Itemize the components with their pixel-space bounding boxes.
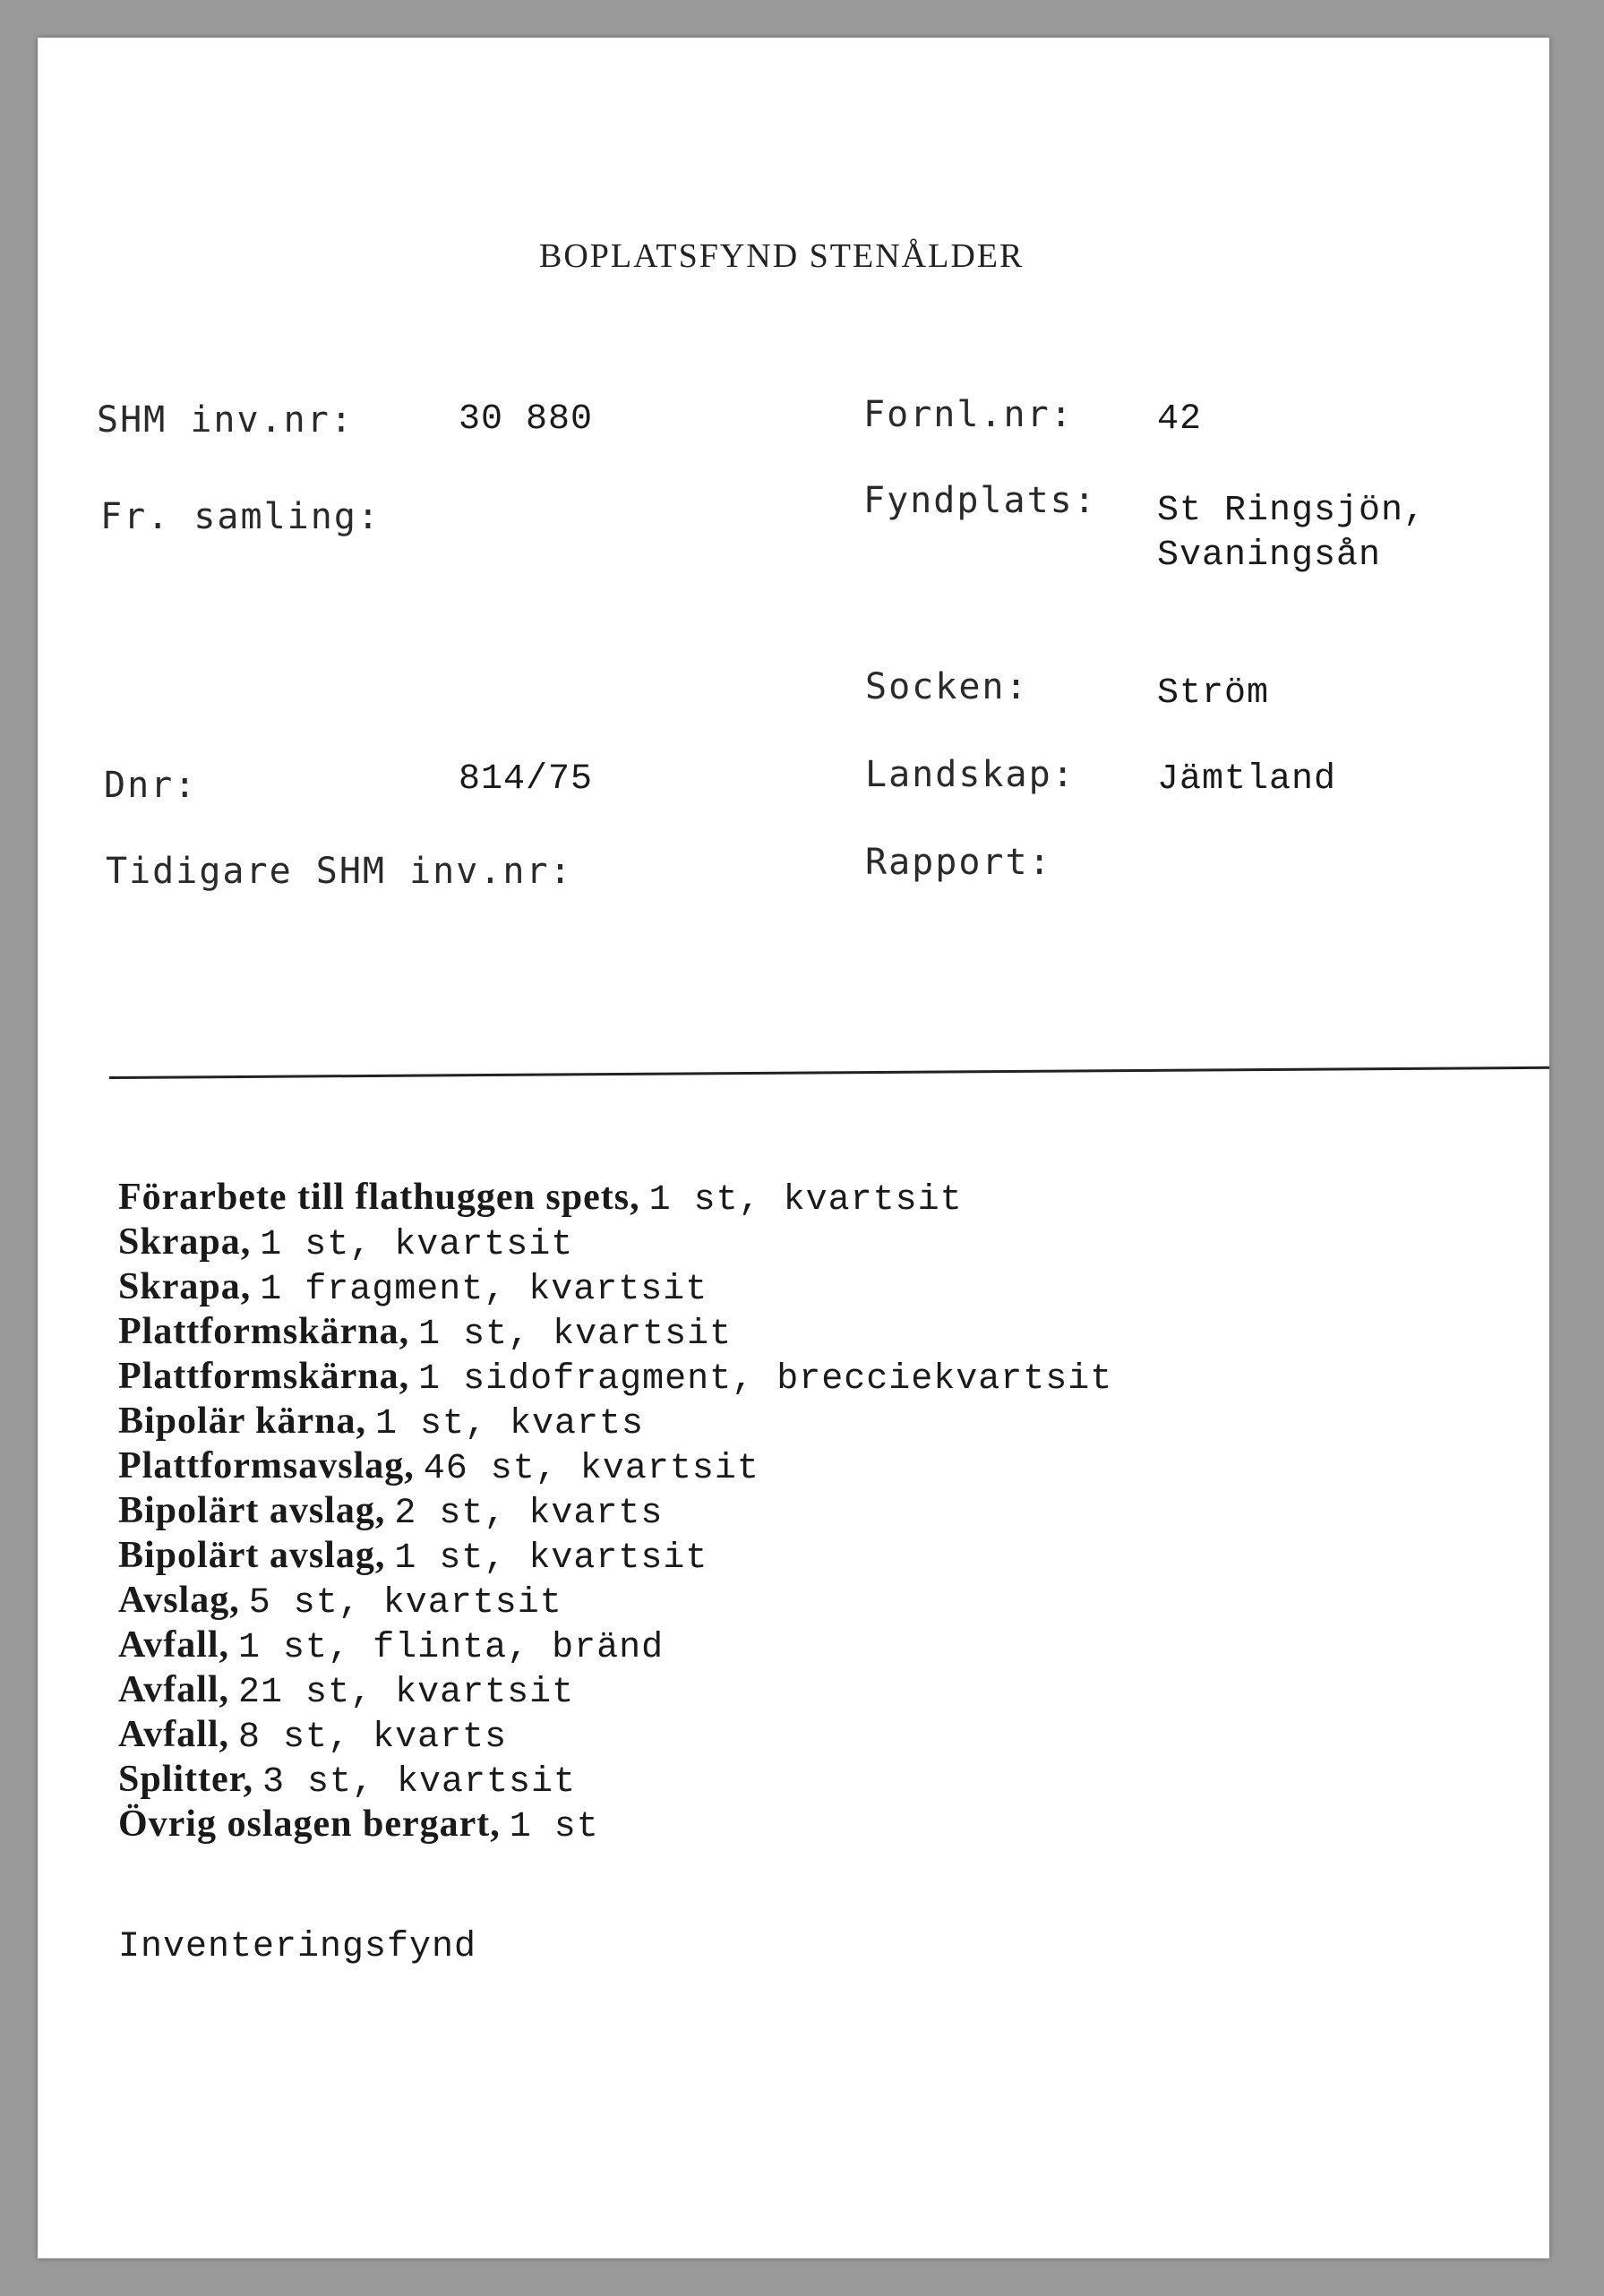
find-item-name: Avfall, bbox=[118, 1669, 230, 1710]
fyndplats-value-line2: Svaningsån bbox=[1157, 535, 1382, 576]
find-item-name: Skrapa, bbox=[118, 1221, 252, 1263]
find-list bbox=[118, 1175, 1112, 1846]
card-title: BOPLATSFYND STENÅLDER bbox=[539, 237, 1025, 275]
fornl-value: 42 bbox=[1157, 399, 1203, 440]
socken-label: Socken: bbox=[865, 666, 1029, 707]
find-item bbox=[118, 1712, 1112, 1757]
find-item bbox=[118, 1667, 1112, 1712]
find-item-name: Förarbete till flathuggen spets, bbox=[118, 1177, 640, 1218]
tidigare-shm-label: Tidigare SHM inv.nr: bbox=[106, 851, 573, 892]
find-item-description: 46 st, kvartsit bbox=[423, 1449, 759, 1489]
find-item bbox=[118, 1309, 1112, 1354]
find-item-description: 1 st, kvartsit bbox=[418, 1315, 733, 1355]
find-item bbox=[118, 1578, 1112, 1623]
find-item-description: 5 st, kvartsit bbox=[248, 1583, 562, 1623]
find-item bbox=[118, 1757, 1112, 1802]
find-item-description: 8 st, kvarts bbox=[238, 1718, 508, 1758]
index-card bbox=[38, 38, 1549, 2258]
dnr-label: Dnr: bbox=[104, 765, 198, 806]
find-item bbox=[118, 1623, 1112, 1667]
socken-value: Ström bbox=[1157, 673, 1270, 714]
find-item-name: Övrig oslagen bergart, bbox=[118, 1803, 501, 1845]
find-item-name: Avslag, bbox=[118, 1580, 240, 1621]
find-item-description: 1 st bbox=[509, 1807, 599, 1847]
fyndplats-value-line1: St Ringsjön, bbox=[1157, 491, 1427, 531]
find-item-name: Avfall, bbox=[118, 1624, 230, 1666]
find-item bbox=[118, 1399, 1112, 1444]
find-item bbox=[118, 1220, 1112, 1264]
find-item bbox=[118, 1533, 1112, 1578]
find-item-description: 1 st, flinta, bränd bbox=[238, 1628, 665, 1668]
find-item-description: 1 fragment, kvartsit bbox=[260, 1270, 708, 1310]
find-item-description: 2 st, kvarts bbox=[394, 1494, 664, 1534]
find-item-name: Avfall, bbox=[118, 1714, 230, 1755]
find-item-name: Plattformsavslag, bbox=[118, 1445, 415, 1486]
find-item bbox=[118, 1444, 1112, 1488]
landskap-label: Landskap: bbox=[865, 754, 1076, 795]
separator-line bbox=[109, 1067, 1549, 1079]
find-item bbox=[118, 1802, 1112, 1846]
find-item bbox=[118, 1354, 1112, 1399]
fr-samling-label: Fr. samling: bbox=[100, 496, 381, 537]
find-item bbox=[118, 1175, 1112, 1220]
find-item-description: 1 sidofragment, brecciekvartsit bbox=[418, 1359, 1113, 1400]
find-item-description: 1 st, kvartsit bbox=[648, 1180, 963, 1221]
footer-note: Inventeringsfynd bbox=[118, 1927, 477, 1967]
fyndplats-label: Fyndplats: bbox=[863, 480, 1097, 521]
find-item-name: Bipolärt avslag, bbox=[118, 1535, 386, 1576]
find-item-description: 21 st, kvartsit bbox=[238, 1673, 575, 1713]
fornl-label: Fornl.nr: bbox=[863, 394, 1074, 435]
find-item-description: 1 st, kvartsit bbox=[260, 1225, 574, 1265]
rapport-label: Rapport: bbox=[865, 842, 1052, 883]
dnr-value: 814/75 bbox=[459, 759, 594, 800]
shm-inv-label: SHM inv.nr: bbox=[97, 399, 354, 441]
find-item-name: Bipolärt avslag, bbox=[118, 1490, 386, 1531]
find-item-name: Bipolär kärna, bbox=[118, 1401, 366, 1442]
find-item-name: Splitter, bbox=[118, 1759, 253, 1800]
find-item-name: Plattformskärna, bbox=[118, 1356, 410, 1397]
landskap-value: Jämtland bbox=[1157, 759, 1337, 800]
find-item-name: Plattformskärna, bbox=[118, 1311, 410, 1352]
find-item bbox=[118, 1264, 1112, 1309]
find-item-name: Skrapa, bbox=[118, 1266, 252, 1307]
find-item-description: 3 st, kvartsit bbox=[262, 1762, 577, 1803]
shm-inv-value: 30 880 bbox=[459, 399, 594, 440]
find-item-description: 1 st, kvarts bbox=[374, 1404, 644, 1444]
find-item bbox=[118, 1488, 1112, 1533]
find-item-description: 1 st, kvartsit bbox=[394, 1538, 708, 1579]
